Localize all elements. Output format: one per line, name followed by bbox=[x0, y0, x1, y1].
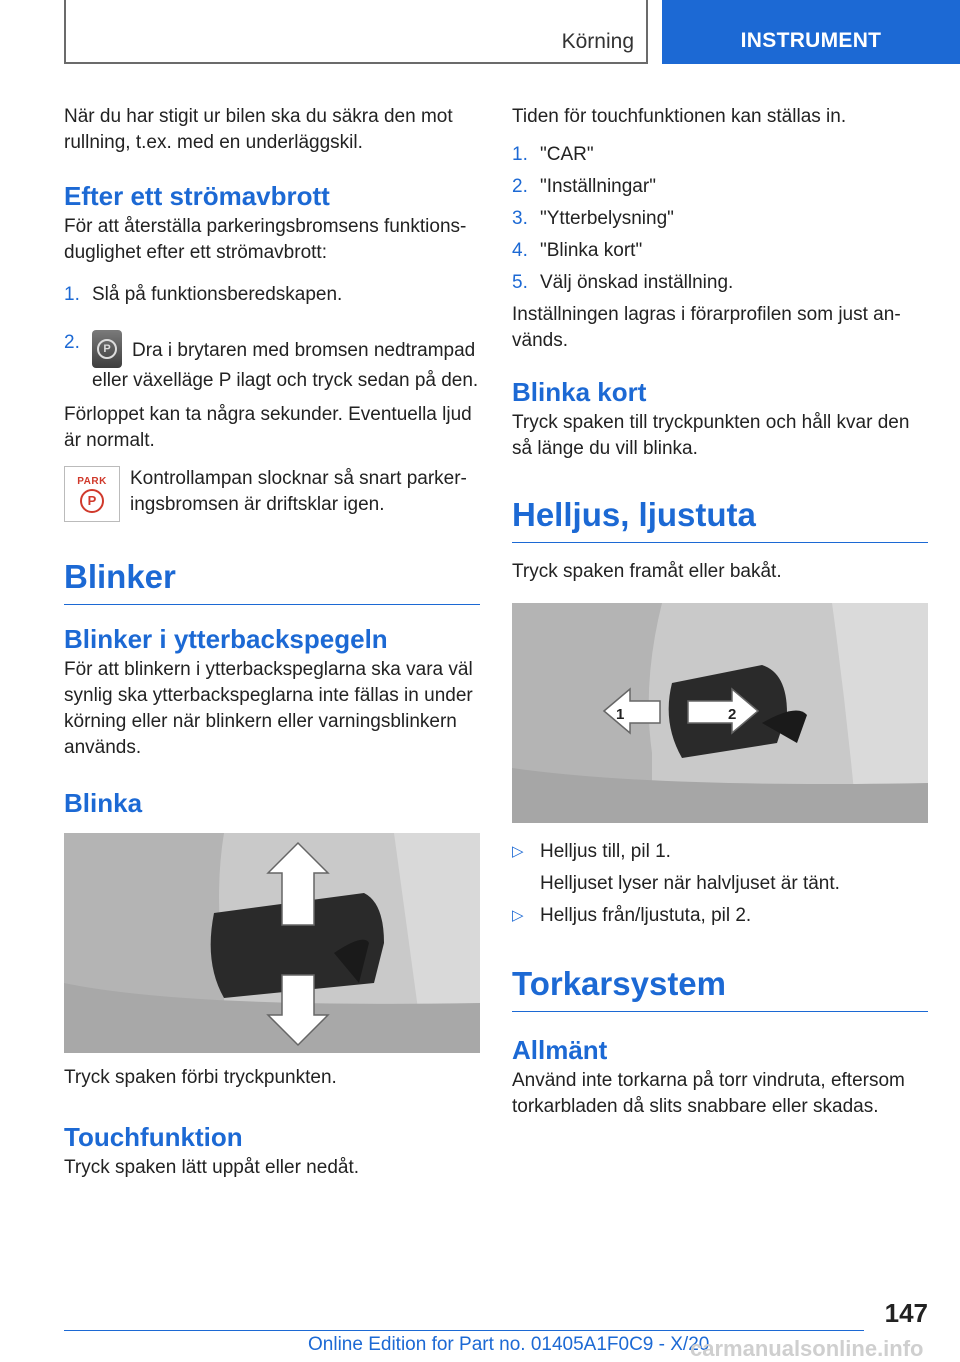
triangle-bullet-icon: ▷ bbox=[512, 843, 524, 860]
blinka-caption: Tryck spaken förbi tryckpunkten. bbox=[64, 1067, 337, 1088]
footer-divider bbox=[64, 1330, 864, 1331]
time-steps bbox=[512, 142, 928, 296]
arrow-2-label: 2 bbox=[728, 706, 737, 723]
right-column bbox=[512, 100, 928, 1120]
lamp-text: Kontrollampan slocknar så snart parkeringsbromsen är driftsklar igen. bbox=[130, 468, 467, 515]
list-item bbox=[512, 206, 928, 232]
high-beam-lever-image bbox=[512, 603, 928, 823]
power-failure-steps bbox=[64, 282, 480, 394]
list-item-text: Helljus från/ljustuta, pil 2. bbox=[540, 905, 752, 926]
step-number: 2. bbox=[512, 176, 528, 197]
header-section-box bbox=[64, 0, 648, 64]
footer-edition: Online Edition for Part no. 01405A1F0C9 - X/20 bbox=[308, 1334, 710, 1355]
blinker-lever-image bbox=[64, 833, 480, 1053]
saved-text: Inställningen lagras i förarprofilen som just används. bbox=[512, 304, 901, 351]
step-number: 2. bbox=[64, 332, 80, 353]
list-item-text: Helljus till, pil 1. bbox=[540, 841, 671, 862]
watermark: carmanualsonline.info bbox=[690, 1336, 924, 1361]
step-text: Slå på funktionsberedskapen. bbox=[92, 284, 343, 305]
list-item bbox=[64, 282, 480, 308]
step-text: Dra i brytaren med bromsen nedtrampad eller växelläge P ilagt och tryck sedan på den. bbox=[92, 340, 479, 391]
short-blink-heading: Blinka kort bbox=[512, 377, 647, 407]
list-item-subtext: Helljuset lyser när halvljuset är tänt. bbox=[540, 873, 840, 894]
header-section-title: Körning bbox=[561, 30, 634, 53]
general-heading: Allmänt bbox=[512, 1035, 608, 1065]
high-beam-heading: Helljus, ljustuta bbox=[512, 494, 928, 543]
step-number: 1. bbox=[64, 284, 80, 305]
step-text: "Blinka kort" bbox=[540, 240, 643, 261]
step-number: 3. bbox=[512, 208, 528, 229]
park-indicator-label: PARK bbox=[77, 475, 107, 487]
time-text: Tiden för touchfunktionen kan ställas in. bbox=[512, 106, 847, 127]
list-item bbox=[512, 270, 928, 296]
touch-heading: Touchfunktion bbox=[64, 1122, 243, 1152]
arrow-1-label: 1 bbox=[616, 706, 625, 723]
step-text: "CAR" bbox=[540, 144, 594, 165]
power-failure-heading: Efter ett strömavbrott bbox=[64, 181, 330, 211]
step-text: Välj önskad inställning. bbox=[540, 272, 734, 293]
step-number: 4. bbox=[512, 240, 528, 261]
left-column bbox=[64, 100, 480, 1181]
mirror-text: För att blinkern i ytterbackspeglarna ska vara väl synlig ska ytterbackspeglarna inte fällas in under körning eller när blinkern eller varningsblinkern används. bbox=[64, 659, 473, 758]
indicator-note bbox=[64, 466, 480, 522]
list-item bbox=[512, 142, 928, 168]
step-body bbox=[92, 330, 480, 394]
general-text: Använd inte torkarna på torr vindruta, eftersom torkarbladen då slits snabbare eller skadas. bbox=[512, 1070, 905, 1117]
blinker-heading: Blinker bbox=[64, 556, 480, 605]
power-failure-text: För att återställa parkeringsbromsens funktionsduglighet efter ett strömavbrott: bbox=[64, 216, 467, 263]
touch-text: Tryck spaken lätt uppåt eller nedåt. bbox=[64, 1157, 360, 1178]
step-text: "Ytterbelysning" bbox=[540, 208, 674, 229]
page-number: 147 bbox=[884, 1298, 928, 1328]
lever-illustration bbox=[64, 833, 480, 1053]
step-number: 5. bbox=[512, 272, 528, 293]
blinka-heading: Blinka bbox=[64, 788, 143, 818]
short-blink-text: Tryck spaken till tryckpunkten och håll kvar den så länge du vill blinka. bbox=[512, 412, 910, 459]
triangle-bullet-icon: ▷ bbox=[512, 907, 524, 924]
list-item bbox=[512, 174, 928, 200]
header-chapter-tab: INSTRUMENT bbox=[662, 0, 960, 64]
process-text: Förloppet kan ta några sekunder. Eventuella ljud är normalt. bbox=[64, 404, 472, 451]
list-item bbox=[64, 330, 480, 394]
parking-brake-symbol: P bbox=[97, 339, 117, 359]
mirror-heading: Blinker i ytterbackspegeln bbox=[64, 624, 388, 654]
park-indicator-symbol: P bbox=[80, 489, 104, 513]
list-item bbox=[512, 839, 928, 897]
high-beam-text: Tryck spaken framåt eller bakåt. bbox=[512, 561, 782, 582]
lever-illustration bbox=[512, 603, 928, 823]
intro-text: När du har stigit ur bilen ska du säkra den mot rullning, t.ex. med en underläggskil. bbox=[64, 106, 453, 153]
park-indicator-icon bbox=[64, 466, 120, 522]
step-number: 1. bbox=[512, 144, 528, 165]
list-item-body bbox=[540, 839, 840, 897]
high-beam-list bbox=[512, 839, 928, 929]
step-text: "Inställningar" bbox=[540, 176, 656, 197]
list-item bbox=[512, 903, 928, 929]
wiper-heading: Torkarsystem bbox=[512, 963, 928, 1012]
parking-brake-switch-icon bbox=[92, 330, 122, 368]
list-item bbox=[512, 238, 928, 264]
